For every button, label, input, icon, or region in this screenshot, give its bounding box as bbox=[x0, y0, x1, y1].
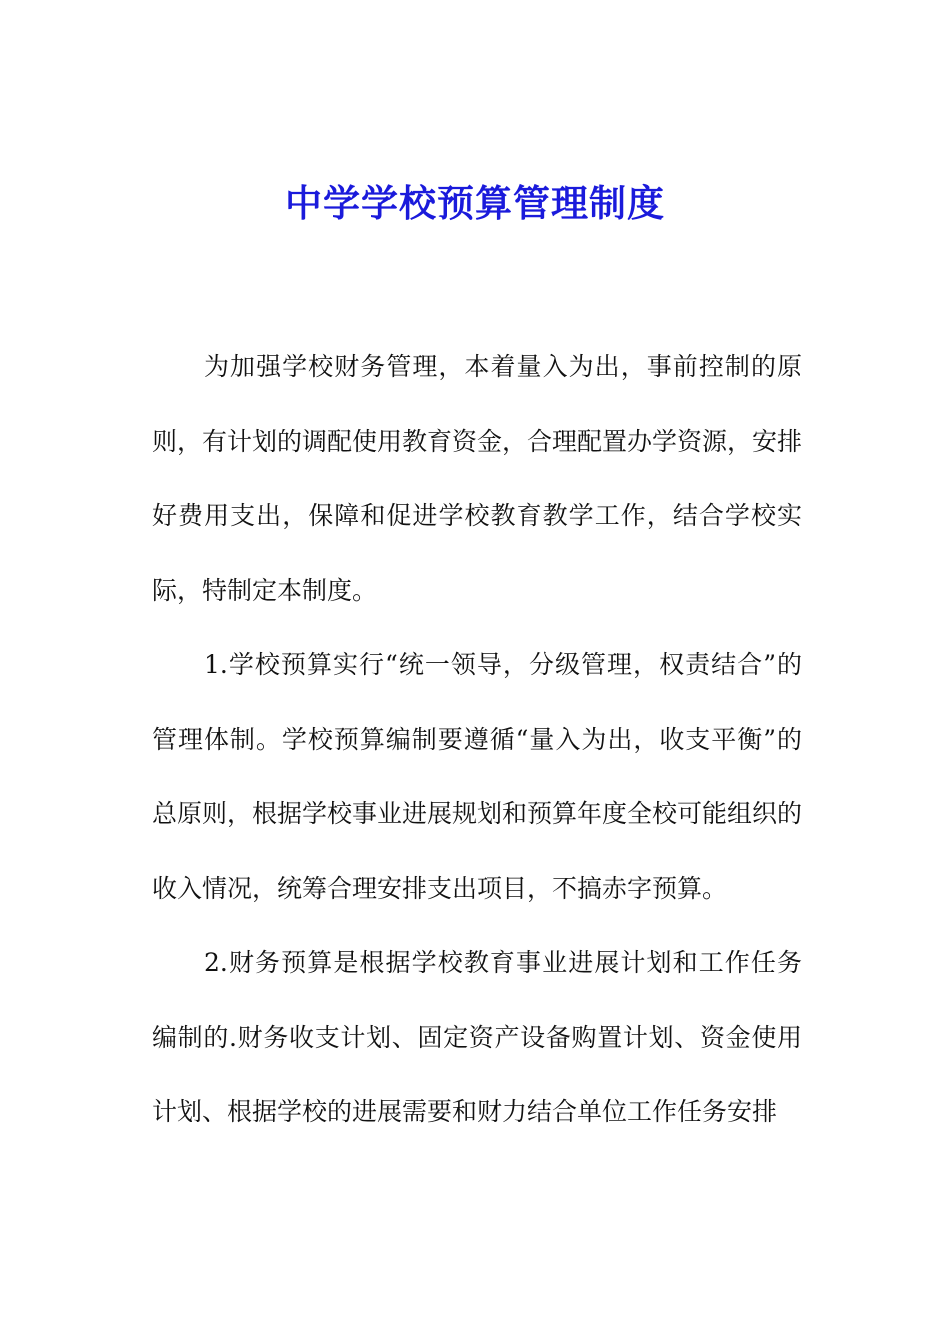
paragraph-intro: 为加强学校财务管理，本着量入为出，事前控制的原则，有计划的调配使用教育资金，合理配置办学资源，安排好费用支出，保障和促进学校教育教学工作，结合学校实际，特制定本制度。 bbox=[152, 352, 803, 605]
document-body bbox=[152, 330, 802, 1150]
paragraph-item-2: 2.财务预算是根据学校教育事业进展计划和工作任务编制的.财务收支计划、固定资产设备购置计划、资金使用计划、根据学校的进展需要和财力结合单位工作任务安排 bbox=[152, 948, 802, 1126]
document-title: 中学学校预算管理制度 bbox=[285, 182, 665, 225]
paragraph-item-1: 1.学校预算实行“统一领导，分级管理，权责结合”的管理体制。学校预算编制要遵循“量入为出，收支平衡”的总原则，根据学校事业进展规划和预算年度全校可能组织的收入情况，统筹合理安排支出项目，不搞赤字预算。 bbox=[152, 650, 803, 903]
